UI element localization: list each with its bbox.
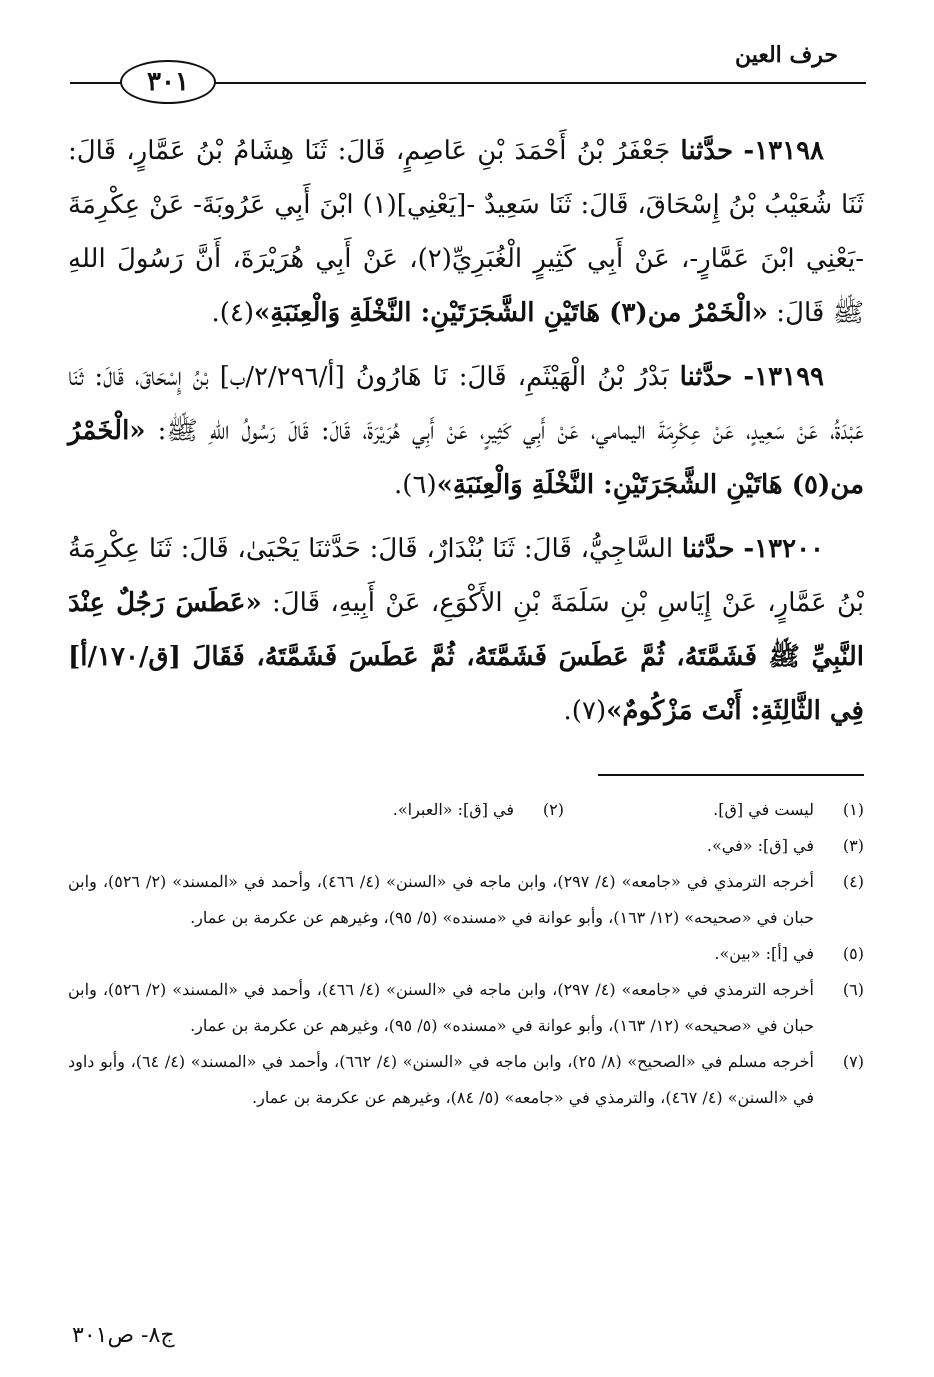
footnote-number: (٧): [842, 1052, 864, 1071]
footnote-text: أخرجه مسلم في «الصحيح» (٨/ ٢٥)، وابن ماجه في «السنن» (٤/ ٦٦٢)، وأحمد في «المسند» (٤/ ٦٤)، وأبو داود في «السنن» (٤/ ٤٦٧)، والترمذي في «جامعه» (٥/ ٨٤)، وغيرهم عن عكرمة بن عمار.: [68, 1052, 815, 1107]
hadith-end: (٧).: [563, 696, 607, 726]
hadith-13198: [68, 124, 864, 340]
footnote-text: أخرجه الترمذي في «جامعه» (٤/ ٢٩٧)، وابن ماجه في «السنن» (٤/ ٤٦٦)، وأحمد في «المسند» (٢/ ٥٢٦)، وابن حبان في «صحيحه» (١٢/ ١٦٣)، وأبو عوانة في «مسنده» (٥/ ٩٥)، وغيرهم عن عكرمة بن عمار.: [68, 872, 815, 927]
footnote-pair: [68, 792, 864, 828]
running-title: حرف العين: [734, 42, 838, 68]
footnote-text: ليست في [ق].: [713, 800, 814, 819]
page-number: ٣٠١: [120, 60, 216, 104]
footnote-4: [68, 864, 864, 936]
footnote-5: [68, 936, 864, 972]
hadith-number: ١٣١٩٩-: [743, 362, 825, 392]
narration-word: حدَّثنا: [679, 362, 733, 392]
footnote-2: [264, 792, 564, 828]
isnad-text: بَدْرُ بْنُ الْهَيْثَمِ، قَالَ: نَا هَارُونُ [أ/٢/٢٩٦/ب] بْنُ إِسْحَاقَ، قَالَ: ثَنَا عَبْدَةُ، عَنْ سَعِيدٍ، عَنْ عِكْرِمَةَ اليمامي، عَنْ أَبِي كَثِيرٍ، عَنْ أَبِي هُرَيْرَةَ، قَالَ: قَالَ رَسُولُ اللهِ ﷺ:: [68, 362, 864, 446]
volume-page-footer: ج٨- ص٣٠١: [72, 1323, 175, 1348]
hadith-end: (٤).: [211, 298, 255, 328]
matn-text: «الْخَمْرُ من(٣) هَاتَيْنِ الشَّجَرَتَيْنِ: النَّخْلَةِ وَالْعِنَبَةِ»: [254, 298, 769, 328]
hadith-number: ١٣١٩٨-: [743, 136, 825, 166]
isnad-text: جَعْفَرُ بْنُ أَحْمَدَ بْنِ عَاصِمٍ، قَالَ: ثَنَا هِشَامُ بْنُ عَمَّارٍ، قَالَ: ثَنَا شُعَيْبُ بْنُ إِسْحَاقَ، قَالَ: ثَنَا سَعِيدٌ -[يَعْنِي](١) ابْنَ أَبِي عَرُوبَةَ- عَنْ عِكْرِمَةَ -يَعْنِي ابْنَ عَمَّارٍ-، عَنْ أَبِي كَثِيرٍ الْغُبَرِيِّ(٢)، عَنْ أَبِي هُرَيْرَةَ، أَنَّ رَسُولَ اللهِ ﷺ قَالَ:: [68, 136, 864, 328]
footnote-number: (٣): [842, 836, 864, 855]
footnote-3: [68, 828, 864, 864]
footnote-number: (٥): [842, 944, 864, 963]
hadith-13200: [68, 522, 864, 738]
footnotes: [68, 792, 864, 1116]
footnote-1: [564, 792, 864, 828]
narration-word: حدَّثنا: [681, 534, 735, 564]
matn-text: «الْخَمْرُ من(٥) هَاتَيْنِ الشَّجَرَتَيْنِ: النَّخْلَةِ وَالْعِنَبَةِ»: [68, 416, 864, 500]
footnote-separator: [598, 774, 864, 776]
footnote-6: [68, 972, 864, 1044]
main-text: [68, 124, 864, 748]
footnote-number: (٢): [542, 800, 564, 819]
footnote-number: (٤): [842, 872, 864, 891]
hadith-13199: [68, 350, 864, 512]
matn-text: «عَطَسَ رَجُلٌ عِنْدَ النَّبِيِّ ﷺ فَشَمَّتَهُ، ثُمَّ عَطَسَ فَشَمَّتَهُ، ثُمَّ عَطَسَ فَشَمَّتَهُ، فَقَالَ [ق/١٧٠/أ] فِي الثَّالِثَةِ: أَنْتَ مَزْكُومٌ»: [68, 588, 864, 726]
footnote-text: أخرجه الترمذي في «جامعه» (٤/ ٢٩٧)، وابن ماجه في «السنن» (٤/ ٤٦٦)، وأحمد في «المسند» (٢/ ٥٢٦)، وابن حبان في «صحيحه» (١٢/ ١٦٣)، وأبو عوانة في «مسنده» (٥/ ٩٥)، وغيرهم عن عكرمة بن عمار.: [68, 980, 815, 1035]
footnote-number: (١): [842, 800, 864, 819]
footnote-text: في [أ]: «بين».: [714, 944, 814, 963]
hadith-number: ١٣٢٠٠-: [743, 534, 824, 564]
narration-word: حدَّثنا: [680, 136, 734, 166]
footnote-7: [68, 1044, 864, 1116]
footnote-number: (٦): [842, 980, 864, 999]
hadith-end: (٦).: [394, 470, 437, 500]
isnad-text: السَّاجِيُّ، قَالَ: ثَنَا بُنْدَارٌ، قَالَ: حَدَّثنَا يَحْيَىٰ، قَالَ: ثَنَا عِكْرِمَةُ بْنُ عَمَّارٍ، عَنْ إِيَاسِ بْنِ سَلَمَةَ بْنِ الأَكْوَعِ، عَنْ أَبِيهِ، قَالَ:: [68, 534, 864, 618]
footnote-text: في [ق]: «في».: [706, 836, 814, 855]
footnote-text: في [ق]: «العبرا».: [392, 800, 514, 819]
